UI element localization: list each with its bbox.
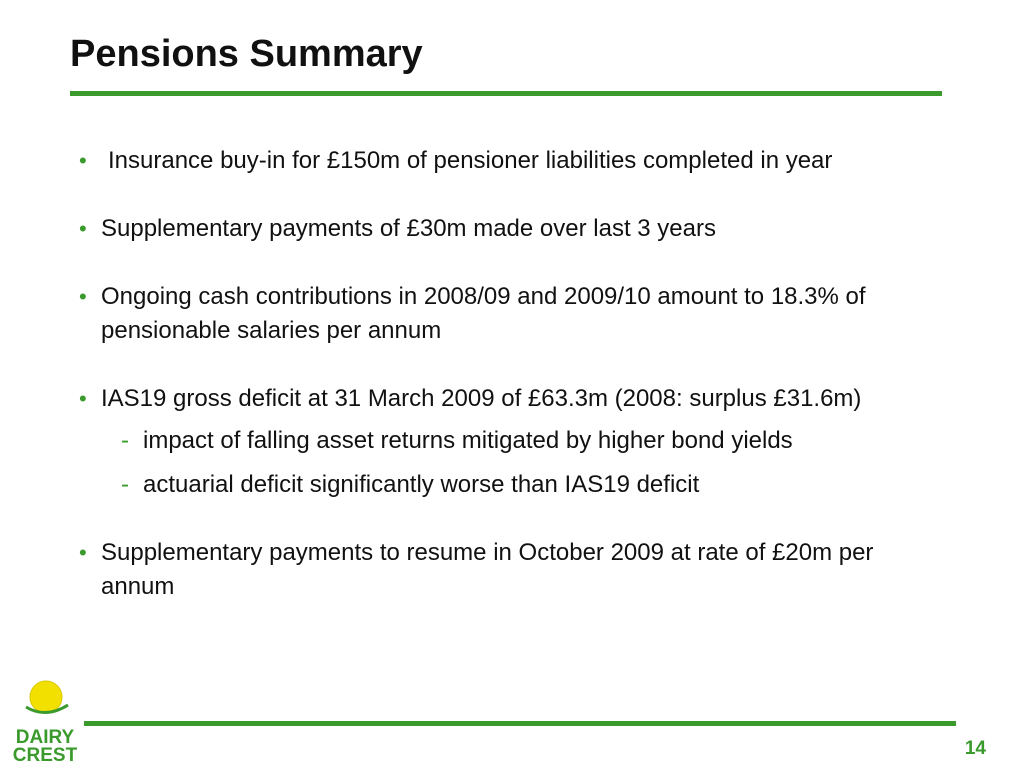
page-number: 14 <box>964 738 986 759</box>
logo-line1: DAIRY <box>15 727 75 748</box>
bullet-text: Supplementary payments of £30m made over last 3 years <box>101 215 716 242</box>
footer-divider <box>84 721 956 726</box>
sub-bullet-text: impact of falling asset returns mitigated by higher bond yields <box>143 427 793 454</box>
title-divider <box>70 91 942 96</box>
bullet-list <box>79 144 939 638</box>
sub-bullet-item <box>101 468 939 502</box>
sub-bullet-list <box>101 424 939 502</box>
sub-bullet-text: actuarial deficit significantly worse than IAS19 deficit <box>143 471 700 498</box>
bullet-item <box>79 382 939 502</box>
logo-line2: CREST <box>12 745 78 765</box>
bullet-item <box>79 212 939 246</box>
bullet-text: IAS19 gross deficit at 31 March 2009 of £63.3m (2008: surplus £31.6m) <box>101 385 862 412</box>
page-title: Pensions Summary <box>70 33 423 75</box>
bullet-marker: • <box>79 216 87 241</box>
sub-bullet-item <box>101 424 939 458</box>
bullet-item <box>79 144 939 178</box>
sub-bullet-marker: - <box>121 471 129 498</box>
bullet-marker: • <box>79 284 87 309</box>
bullet-marker: • <box>79 148 87 173</box>
bullet-text: Ongoing cash contributions in 2008/09 and 2009/10 amount to 18.3% of pensionable salaries per annum <box>101 283 866 344</box>
bullet-item <box>79 536 939 604</box>
bullet-marker: • <box>79 386 87 411</box>
dairy-crest-logo-icon <box>12 679 78 765</box>
bullet-marker: • <box>79 540 87 565</box>
sub-bullet-marker: - <box>121 427 129 454</box>
bullet-text: Supplementary payments to resume in October 2009 at rate of £20m per annum <box>101 539 874 600</box>
bullet-item <box>79 280 939 348</box>
bullet-text: Insurance buy-in for £150m of pensioner liabilities completed in year <box>108 147 833 174</box>
